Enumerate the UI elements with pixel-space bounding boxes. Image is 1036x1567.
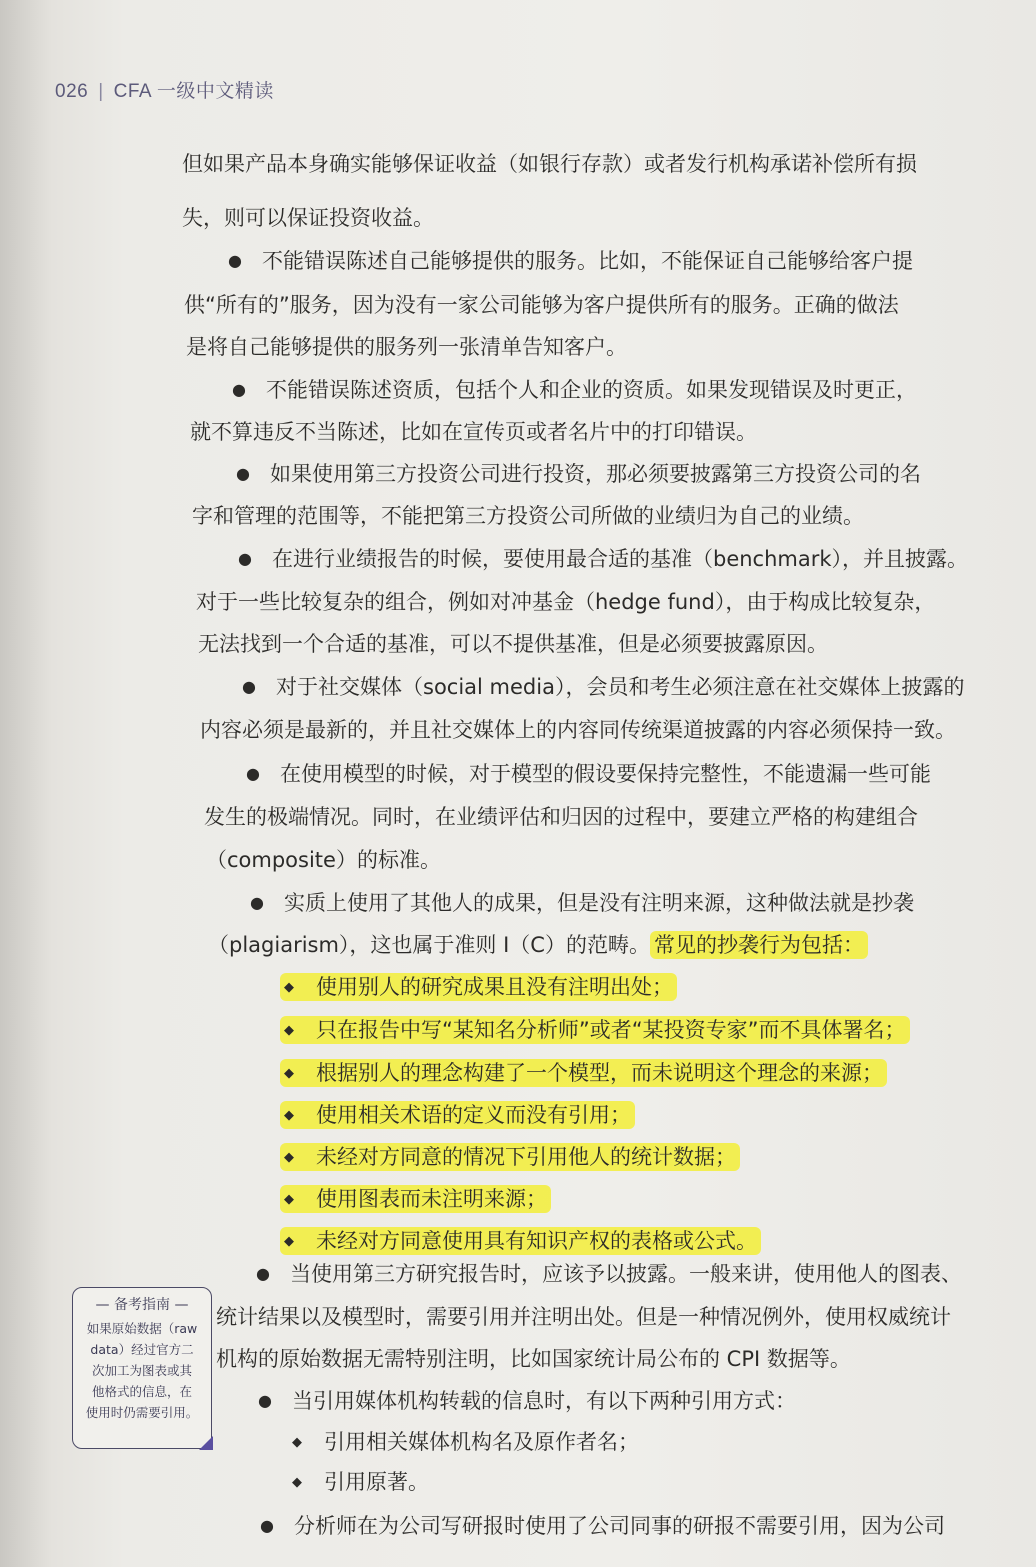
bullet-icon: ● [236,464,250,483]
text-line: 字和管理的范围等，不能把第三方投资公司所做的业绩归为自己的业绩。 [192,504,864,528]
text-line: 失，则可以保证投资收益。 [182,206,434,230]
diamond-icon: ◆ [284,1066,294,1081]
diamond-icon: ◆ [292,1435,302,1450]
list-item: ● 当引用媒体机构转载的信息时，有以下两种引用方式： [258,1389,796,1413]
header-separator: | [98,81,104,102]
diamond-icon: ◆ [284,1234,294,1249]
bullet-icon: ● [258,1391,272,1410]
text-line: 内容必须是最新的，并且社交媒体上的内容同传统渠道披露的内容必须保持一致。 [200,718,956,742]
sub-list-item: ◆ 根据别人的理念构建了一个模型，而未说明这个理念的来源； [280,1059,887,1088]
text-line: 是将自己能够提供的服务列一张清单告知客户。 [186,335,627,359]
sub-list-item: ◆ 引用原著。 [292,1468,429,1497]
diamond-icon: ◆ [284,1023,294,1038]
text-line: 但如果产品本身确实能够保证收益（如银行存款）或者发行机构承诺补偿所有损 [182,152,917,176]
bullet-icon: ● [228,251,242,270]
sub-list-item: ◆ 未经对方同意使用具有知识产权的表格或公式。 [280,1227,761,1256]
list-item: ● 实质上使用了其他人的成果，但是没有注明来源，这种做法就是抄袭 [250,891,914,915]
corner-fold-icon [199,1436,213,1450]
bullet-icon: ● [260,1516,274,1535]
highlighted-text: 常见的抄袭行为包括： [650,931,868,959]
study-guide-box [72,1287,212,1449]
list-item: ● 在使用模型的时候，对于模型的假设要保持完整性，不能遗漏一些可能 [246,762,931,786]
bullet-icon: ● [246,764,260,783]
text-line: 供“所有的”服务，因为没有一家公司能够为客户提供所有的服务。正确的做法 [184,293,899,317]
text-line: （composite）的标准。 [206,848,441,872]
text-line: 统计结果以及模型时，需要引用并注明出处。但是一种情况例外，使用权威统计 [216,1305,951,1329]
list-item: ● 不能错误陈述资质，包括个人和企业的资质。如果发现错误及时更正， [232,378,917,402]
sub-list-item: ◆ 引用相关媒体机构名及原作者名； [292,1428,639,1457]
text-line: 无法找到一个合适的基准，可以不提供基准，但是必须要披露原因。 [198,632,828,656]
list-item: ● 如果使用第三方投资公司进行投资，那必须要披露第三方投资公司的名 [236,462,921,486]
text-line: （plagiarism），这也属于准则 I（C）的范畴。 常见的抄袭行为包括： [208,931,868,959]
diamond-icon: ◆ [284,1192,294,1207]
page-number: 026 [55,81,89,102]
bullet-icon: ● [238,549,252,568]
diamond-icon: ◆ [292,1475,302,1490]
diamond-icon: ◆ [284,1150,294,1165]
list-item: ● 在进行业绩报告的时候，要使用最合适的基准（benchmark），并且披露。 [238,547,969,571]
sub-list-item: ◆ 只在报告中写“某知名分析师”或者“某投资专家”而不具体署名； [280,1016,910,1045]
bullet-icon: ● [232,380,246,399]
study-guide-text: 如果原始数据（raw data）经过官方二 次加工为图表或其 他格式的信息，在 使用时仍需要引用。 [85,1321,199,1420]
study-guide-title: — 备考指南 — [95,1297,189,1313]
sub-list-item: ◆ 使用相关术语的定义而没有引用； [280,1101,635,1130]
bullet-icon: ● [250,893,264,912]
sub-list-item: ◆ 使用图表而未注明来源； [280,1185,551,1214]
bullet-icon: ● [242,677,256,696]
text-line: 对于一些比较复杂的组合，例如对冲基金（hedge fund），由于构成比较复杂， [196,590,936,614]
diamond-icon: ◆ [284,1108,294,1123]
text-line: 发生的极端情况。同时，在业绩评估和归因的过程中，要建立严格的构建组合 [204,805,918,829]
bullet-icon: ● [256,1264,270,1283]
list-item: ● 分析师在为公司写研报时使用了公司同事的研报不需要引用，因为公司 [260,1514,945,1538]
sub-list-item: ◆ 使用别人的研究成果且没有注明出处； [280,973,677,1002]
page-header [55,76,274,103]
list-item: ● 对于社交媒体（social media），会员和考生必须注意在社交媒体上披露的 [242,675,965,699]
text-line: 机构的原始数据无需特别注明，比如国家统计局公布的 CPI 数据等。 [216,1347,851,1371]
sub-list-item: ◆ 未经对方同意的情况下引用他人的统计数据； [280,1143,740,1172]
text-line: 就不算违反不当陈述，比如在宣传页或者名片中的打印错误。 [190,420,757,444]
diamond-icon: ◆ [284,980,294,995]
list-item: ● 不能错误陈述自己能够提供的服务。比如，不能保证自己能够给客户提 [228,249,913,273]
list-item: ● 当使用第三方研究报告时，应该予以披露。一般来讲，使用他人的图表、 [256,1262,962,1286]
book-title: CFA 一级中文精读 [113,81,274,102]
